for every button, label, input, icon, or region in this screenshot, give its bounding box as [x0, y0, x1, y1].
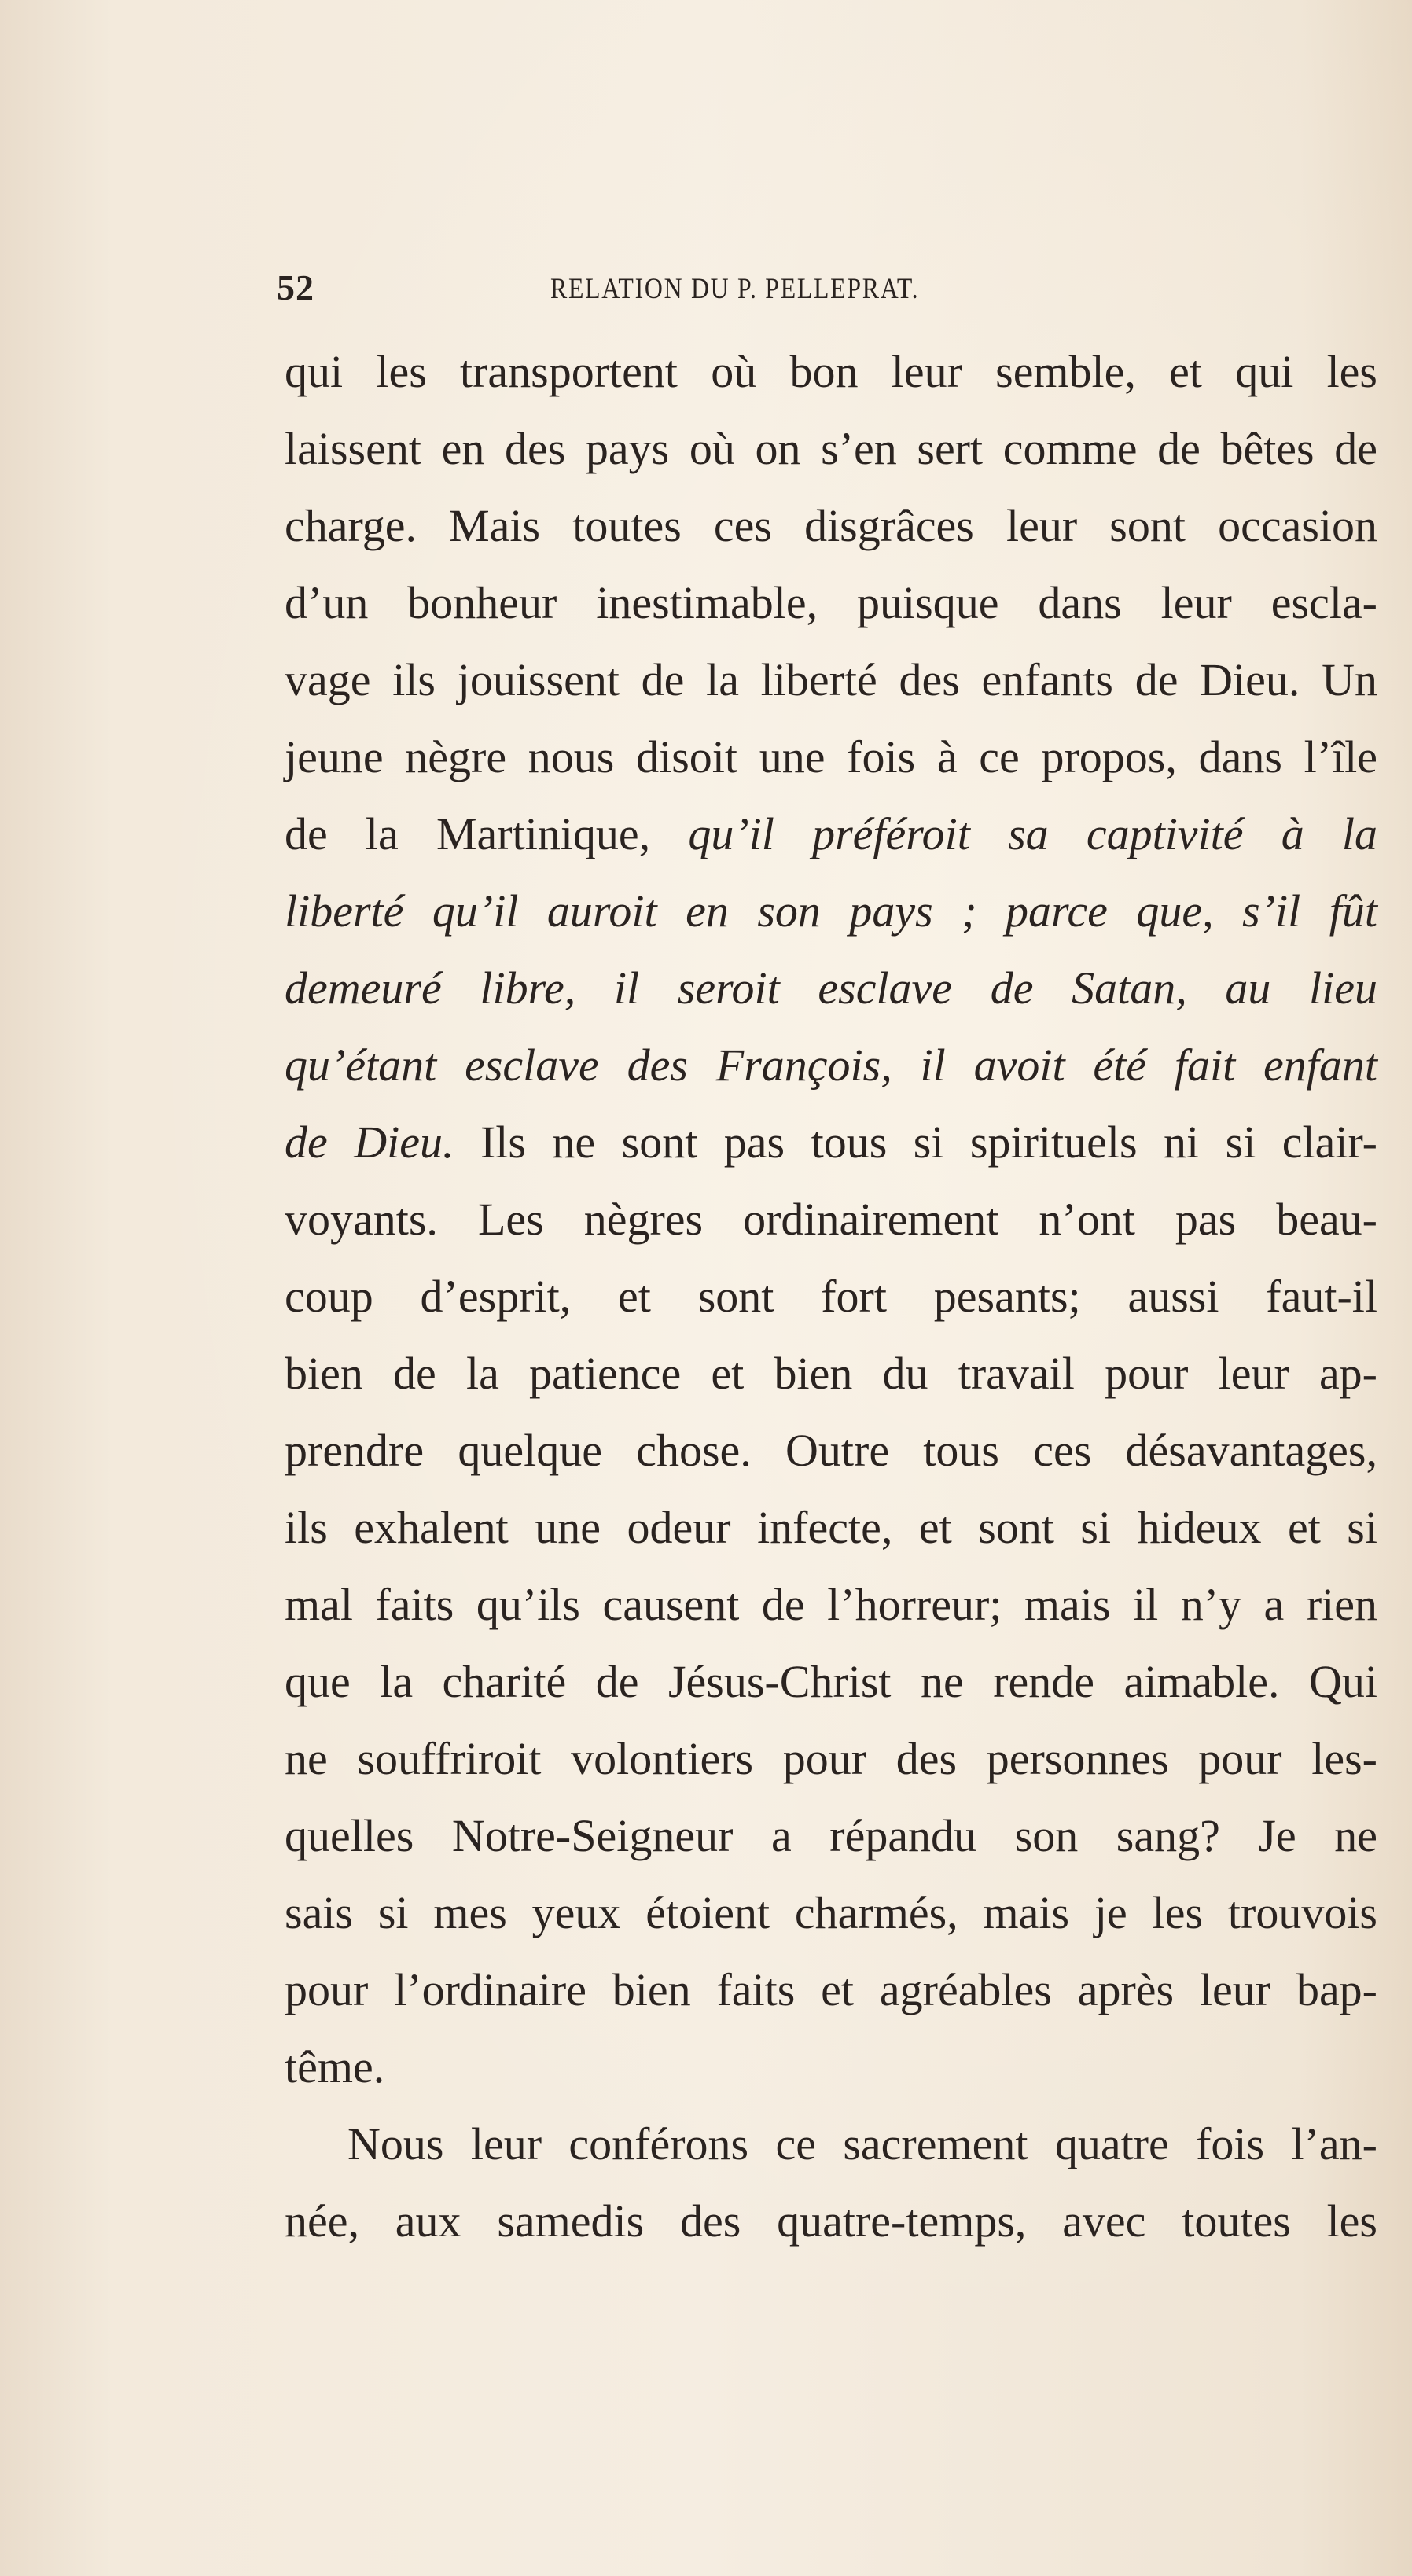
text-line: coup d’esprit, et sont fort pesants; aussi faut-il — [285, 1271, 1377, 1322]
text-line: sais si mes yeux étoient charmés, mais je les trouvois — [285, 1887, 1377, 1938]
italic-quote: de Dieu. — [285, 1117, 454, 1168]
italic-quote: qu’étant esclave des François, il avoit été fait enfant — [285, 1040, 1377, 1091]
text-line: vage ils jouissent de la liberté des enfants de Dieu. Un — [285, 654, 1377, 705]
text-line: charge. Mais toutes ces disgrâces leur sont occasion — [285, 500, 1377, 551]
text-line: Nous leur conférons ce sacrement quatre fois l’an- — [347, 2118, 1377, 2169]
text-line: née, aux samedis des quatre-temps, avec toutes les — [285, 2195, 1377, 2247]
text-line: jeune nègre nous disoit une fois à ce propos, dans l’île — [285, 731, 1377, 782]
text-line: ils exhalent une odeur infecte, et sont si hideux et si — [285, 1502, 1377, 1553]
body-text — [285, 333, 1377, 2260]
text-line: de Dieu. Ils ne sont pas tous si spirituels ni si clair- — [285, 1117, 1377, 1168]
text-line — [285, 950, 1377, 1027]
running-head: RELATION DU P. PELLEPRAT. — [550, 273, 920, 305]
text-line: mal faits qu’ils causent de l’horreur; mais il n’y a rien — [285, 1579, 1377, 1630]
text-line: d’un bonheur inestimable, puisque dans leur escla- — [285, 577, 1377, 628]
text-line: pour l’ordinaire bien faits et agréables après leur bap- — [285, 1964, 1377, 2015]
text-line: qui les transportent où bon leur semble, et qui les — [285, 346, 1377, 397]
text-line: tême. — [285, 2041, 385, 2092]
text-line: ne souffriroit volontiers pour des personnes pour les- — [285, 1733, 1377, 1784]
text-line — [285, 1027, 1377, 1104]
text-line — [285, 873, 1377, 950]
italic-quote: liberté qu’il auroit en son pays ; parce que, s’il fût — [285, 885, 1377, 937]
text-line: voyants. Les nègres ordinairement n’ont pas beau- — [285, 1194, 1377, 1245]
text-line: laissent en des pays où on s’en sert comme de bêtes de — [285, 423, 1377, 474]
text-line: bien de la patience et bien du travail pour leur ap- — [285, 1348, 1377, 1399]
text-line: de la Martinique, qu’il préféroit sa captivité à la — [285, 808, 1377, 859]
page-number: 52 — [277, 267, 314, 307]
page-header — [0, 264, 1412, 311]
text-line: quelles Notre-Seigneur a répandu son sang? Je ne — [285, 1810, 1377, 1861]
text-line: prendre quelque chose. Outre tous ces désavantages, — [285, 1425, 1377, 1476]
text-line: que la charité de Jésus-Christ ne rende aimable. Qui — [285, 1656, 1377, 1707]
italic-quote: qu’il préféroit sa captivité à la — [688, 808, 1377, 859]
italic-quote: demeuré libre, il seroit esclave de Satan, au lieu — [285, 962, 1377, 1014]
